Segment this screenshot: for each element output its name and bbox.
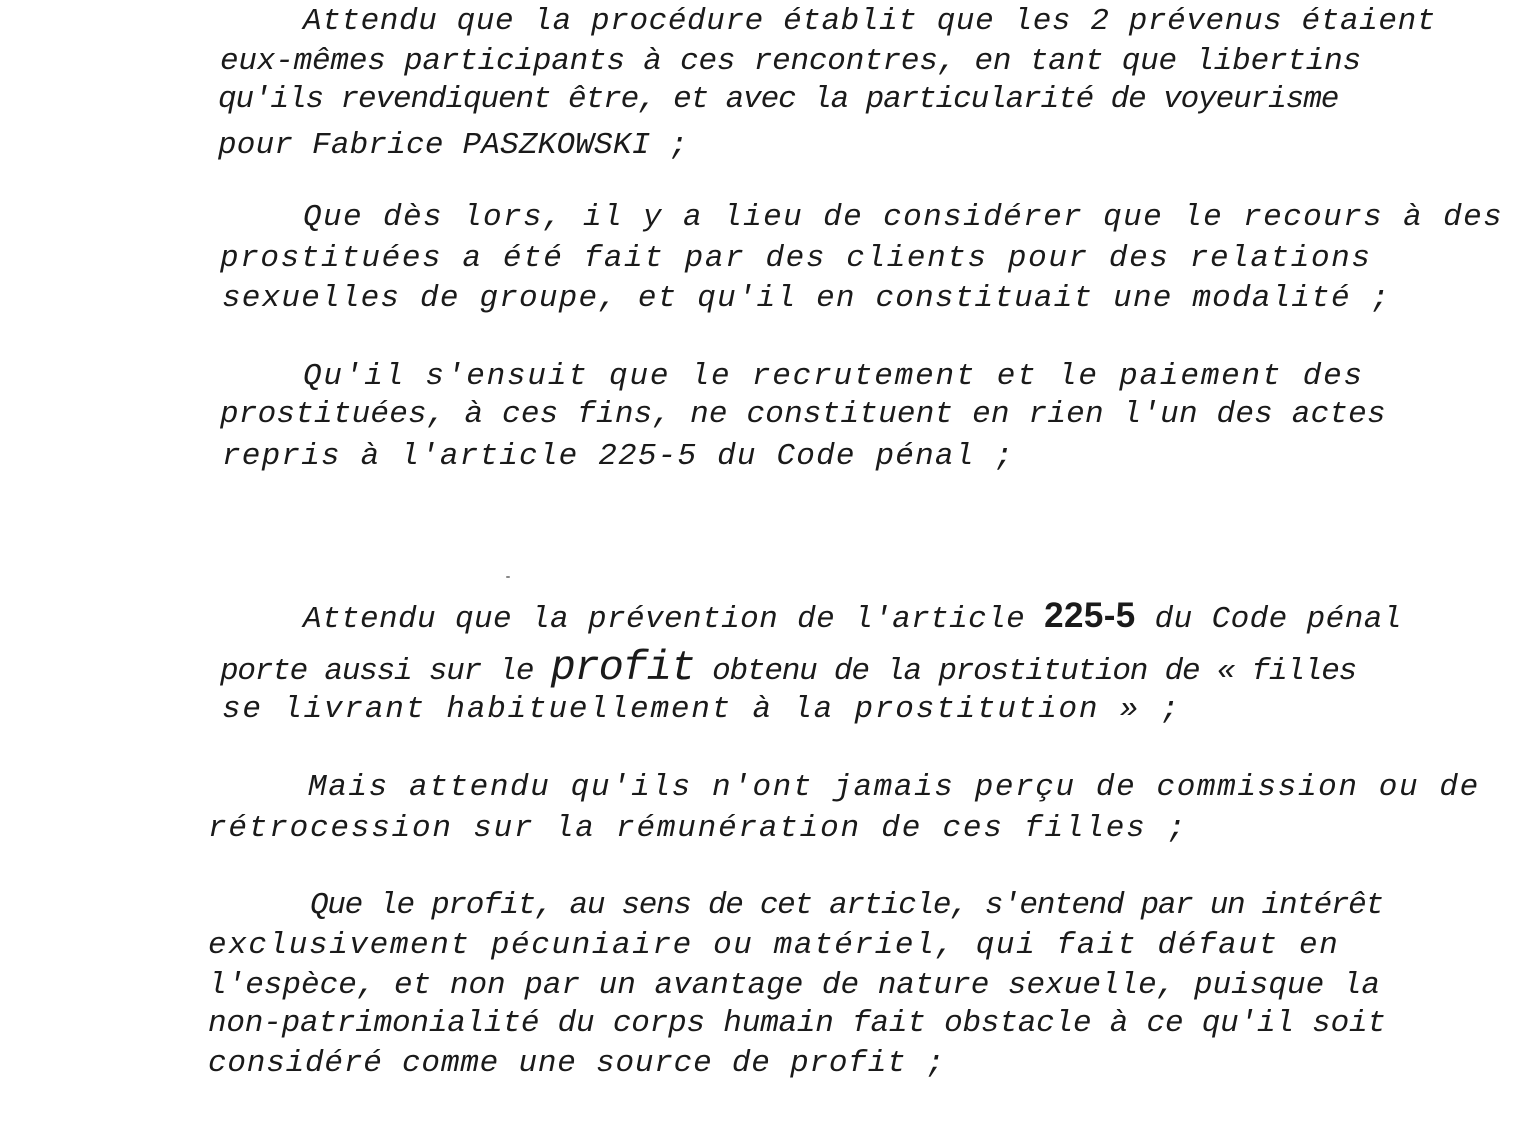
- text-line: Attendu que la procédure établit que les 2 prévenus étaient: [303, 4, 1436, 39]
- text-segment: porte aussi sur le: [220, 654, 551, 689]
- text-line: [303, 598, 1402, 635]
- text-line: rétrocession sur la rémunération de ces filles ;: [208, 811, 1188, 846]
- emphasized-word: profit: [550, 644, 695, 692]
- text-line: Que dès lors, il y a lieu de considérer que le recours à des: [303, 200, 1504, 235]
- text-line: non-patrimonialité du corps humain fait obstacle à ce qu'il soit: [208, 1006, 1386, 1041]
- text-line: considéré comme une source de profit ;: [208, 1046, 946, 1081]
- text-segment: obtenu de la prostitution de « filles: [694, 654, 1357, 689]
- text-line: [220, 644, 1357, 692]
- text-line: prostituées, à ces fins, ne constituent en rien l'un des actes: [220, 397, 1386, 432]
- text-line: pour Fabrice PASZKOWSKI ;: [218, 128, 689, 163]
- text-line: prostituées a été fait par des clients pour des relations: [220, 241, 1372, 276]
- text-line: repris à l'article 225-5 du Code pénal ;: [222, 439, 1015, 474]
- text-line: Qu'il s'ensuit que le recrutement et le paiement des: [303, 359, 1364, 394]
- text-line: se livrant habituellement à la prostitution » ;: [222, 692, 1181, 727]
- scan-speck: [506, 576, 510, 578]
- text-segment: Attendu que la prévention de l'article: [303, 602, 1045, 637]
- text-line: sexuelles de groupe, et qu'il en constituait une modalité ;: [222, 281, 1391, 316]
- text-line: eux-mêmes participants à ces rencontres, en tant que libertins: [220, 44, 1361, 79]
- text-line: Mais attendu qu'ils n'ont jamais perçu de commission ou de: [308, 770, 1480, 805]
- text-line: qu'ils revendiquent être, et avec la particularité de voyeurisme: [218, 82, 1339, 117]
- text-line: exclusivement pécuniaire ou matériel, qui fait défaut en: [208, 928, 1340, 963]
- text-line: l'espèce, et non par un avantage de nature sexuelle, puisque la: [208, 968, 1380, 1003]
- article-number: 225-5: [1044, 596, 1136, 635]
- text-line: Que le profit, au sens de cet article, s'entend par un intérêt: [310, 888, 1383, 923]
- text-segment: du Code pénal: [1135, 602, 1402, 637]
